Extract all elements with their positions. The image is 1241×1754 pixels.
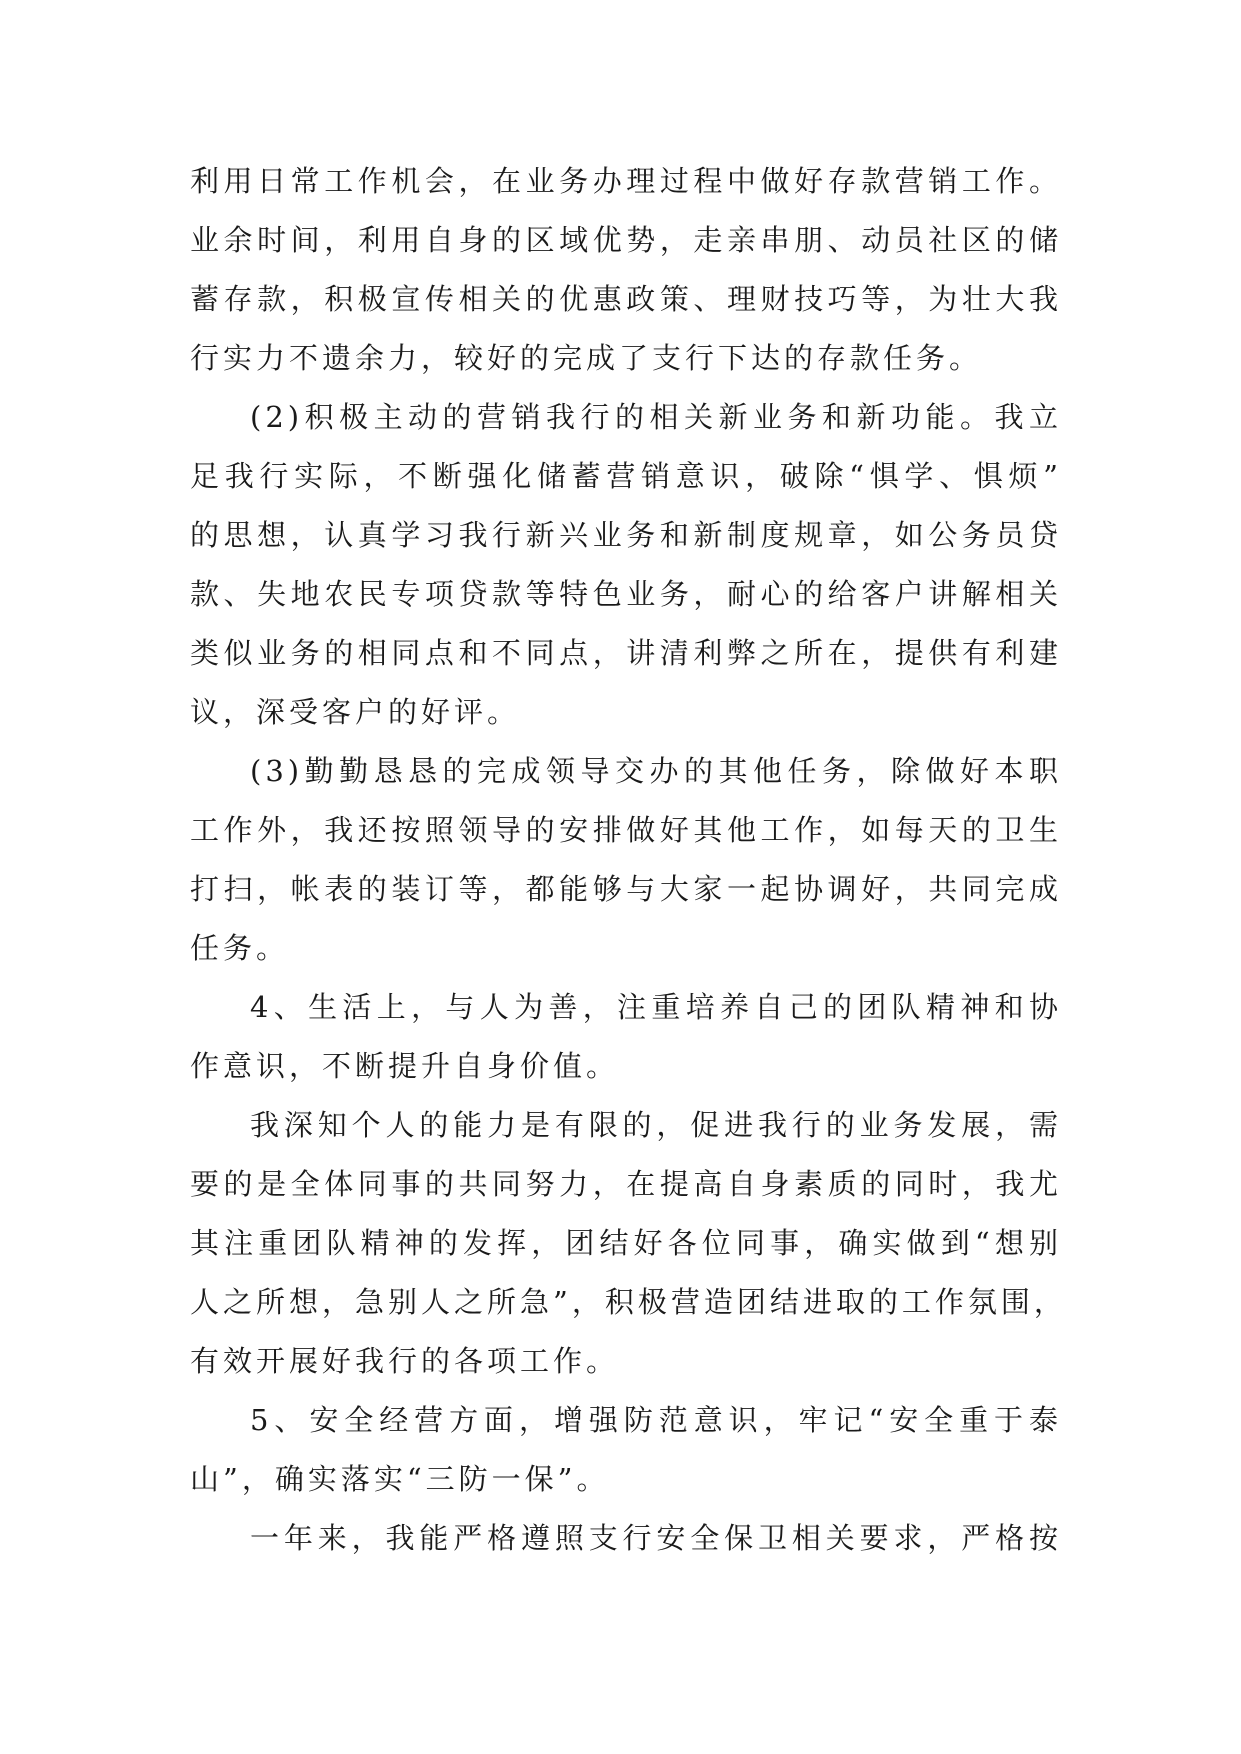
text-line: 人之所想，急别人之所急”，积极营造团结进取的工作氛围，	[190, 1285, 1067, 1319]
text-line: 足我行实际，不断强化储蓄营销意识，破除“惧学、惧烦”	[190, 459, 1062, 493]
text-line: 任务。	[190, 931, 290, 965]
text-line: 利用日常工作机会，在业务办理过程中做好存款营销工作。	[190, 164, 1062, 198]
text-line: 蓄存款，积极宣传相关的优惠政策、理财技巧等，为壮大我	[190, 282, 1062, 316]
text-line: 其注重团队精神的发挥，团结好各位同事，确实做到“想别	[190, 1226, 1062, 1260]
paragraph	[190, 1096, 1067, 1391]
text-line: 作意识，不断提升自身价值。	[190, 1049, 620, 1083]
text-line: 工作外，我还按照领导的安排做好其他工作，如每天的卫生	[190, 813, 1062, 847]
text-line: 5、安全经营方面，增强防范意识，牢记“安全重于泰	[250, 1403, 1062, 1437]
paragraph	[190, 1391, 1062, 1509]
text-line: 要的是全体同事的共同努力，在提高自身素质的同时，我尤	[190, 1167, 1062, 1201]
document-body	[190, 152, 1067, 1568]
text-line: 有效开展好我行的各项工作。	[190, 1344, 620, 1378]
text-line: 打扫，帐表的装订等，都能够与大家一起协调好，共同完成	[190, 872, 1062, 906]
text-line: 我深知个人的能力是有限的，促进我行的业务发展，需	[250, 1108, 1062, 1142]
text-line: 行实力不遗余力，较好的完成了支行下达的存款任务。	[190, 341, 983, 375]
paragraph	[190, 388, 1062, 742]
paragraph	[190, 1509, 1062, 1568]
text-line: 业余时间，利用自身的区域优势，走亲串朋、动员社区的储	[190, 223, 1062, 257]
paragraph	[190, 742, 1062, 978]
text-line: (3)勤勤恳恳的完成领导交办的其他任务，除做好本职	[250, 754, 1062, 788]
text-line: 4、生活上，与人为善，注重培养自己的团队精神和协	[250, 990, 1062, 1024]
text-line: (2)积极主动的营销我行的相关新业务和新功能。我立	[250, 400, 1062, 434]
text-line: 款、失地农民专项贷款等特色业务，耐心的给客户讲解相关	[190, 577, 1062, 611]
text-line: 一年来，我能严格遵照支行安全保卫相关要求，严格按	[250, 1521, 1062, 1555]
text-line: 的思想，认真学习我行新兴业务和新制度规章，如公务员贷	[190, 518, 1062, 552]
paragraph	[190, 978, 1062, 1096]
text-line: 类似业务的相同点和不同点，讲清利弊之所在，提供有利建	[190, 636, 1062, 670]
text-line: 议，深受客户的好评。	[190, 695, 521, 729]
text-line: 山”，确实落实“三防一保”。	[190, 1462, 610, 1496]
paragraph	[190, 152, 1062, 388]
